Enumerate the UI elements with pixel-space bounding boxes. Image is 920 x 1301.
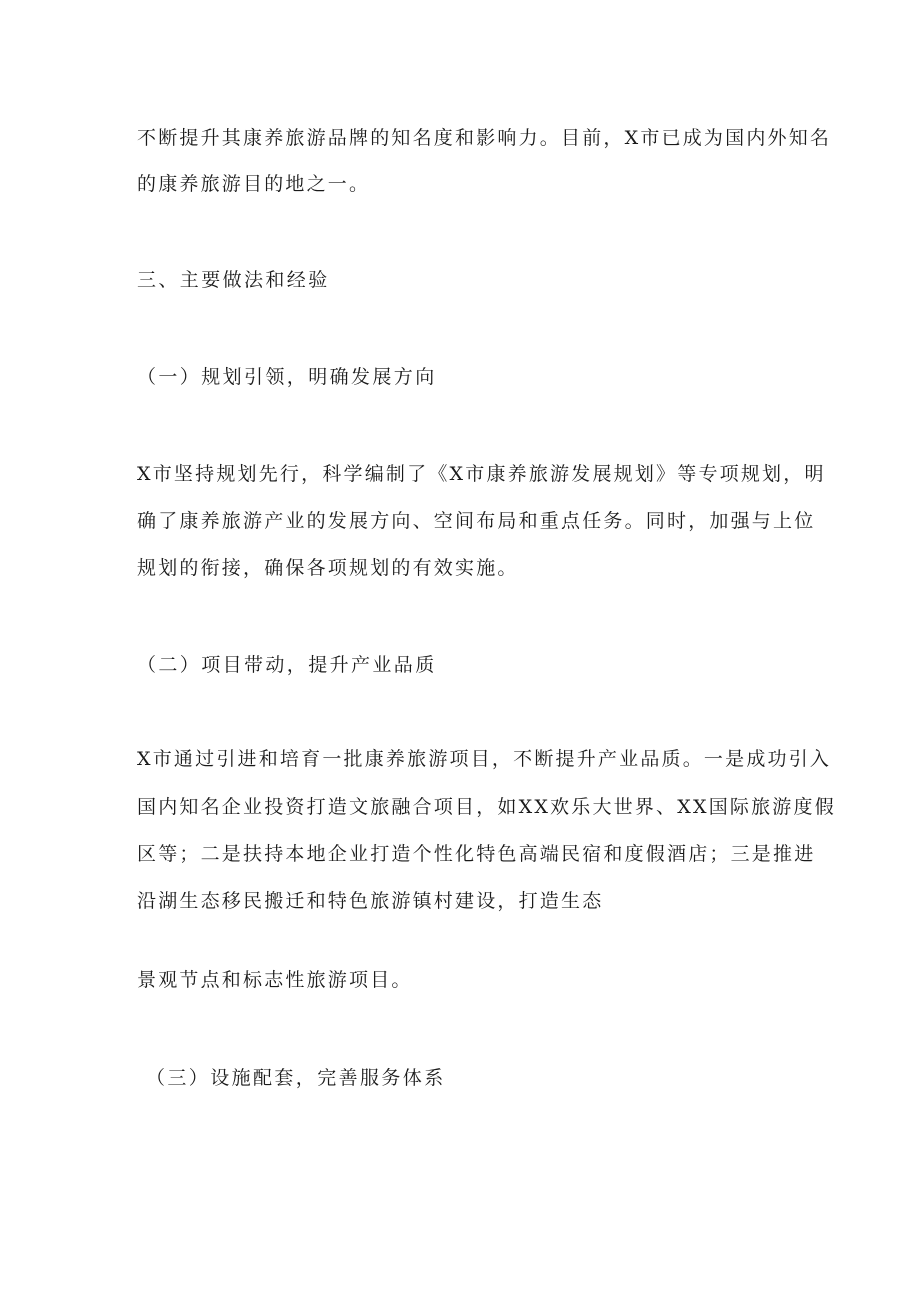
text-line: 不断提升其康养旅游品牌的知名度和影响力。目前，X市已成为国内外知名 — [137, 127, 832, 149]
section-heading: 三、主要做法和经验 — [137, 269, 330, 291]
text-line: X市通过引进和培育一批康养旅游项目，不断提升产业品质。一是成功引入 — [137, 748, 832, 770]
subsection-heading-projects: （二）项目带动，提升产业品质 — [137, 654, 437, 676]
text-line: 确了康养旅游产业的发展方向、空间布局和重点任务。同时，加强与上位 — [137, 510, 816, 532]
subsection-heading-planning: （一）规划引领，明确发展方向 — [137, 366, 437, 388]
text-line: 沿湖生态移民搬迁和特色旅游镇村建设，打造生态 — [137, 890, 604, 912]
text-line: X市坚持规划先行，科学编制了《X市康养旅游发展规划》等专项规划，明 — [137, 463, 826, 485]
text-line: 的康养旅游目的地之一。 — [137, 173, 371, 195]
text-line: 区等；二是扶持本地企业打造个性化特色高端民宿和度假酒店；三是推进 — [137, 843, 816, 865]
text-line: 景观节点和标志性旅游项目。 — [137, 969, 413, 991]
text-line: 规划的衔接，确保各项规划的有效实施。 — [137, 557, 519, 579]
subsection-heading-facilities: （三）设施配套，完善服务体系 — [146, 1067, 446, 1089]
text-line: 国内知名企业投资打造文旅融合项目，如XX欢乐大世界、XX国际旅游度假 — [137, 796, 836, 818]
